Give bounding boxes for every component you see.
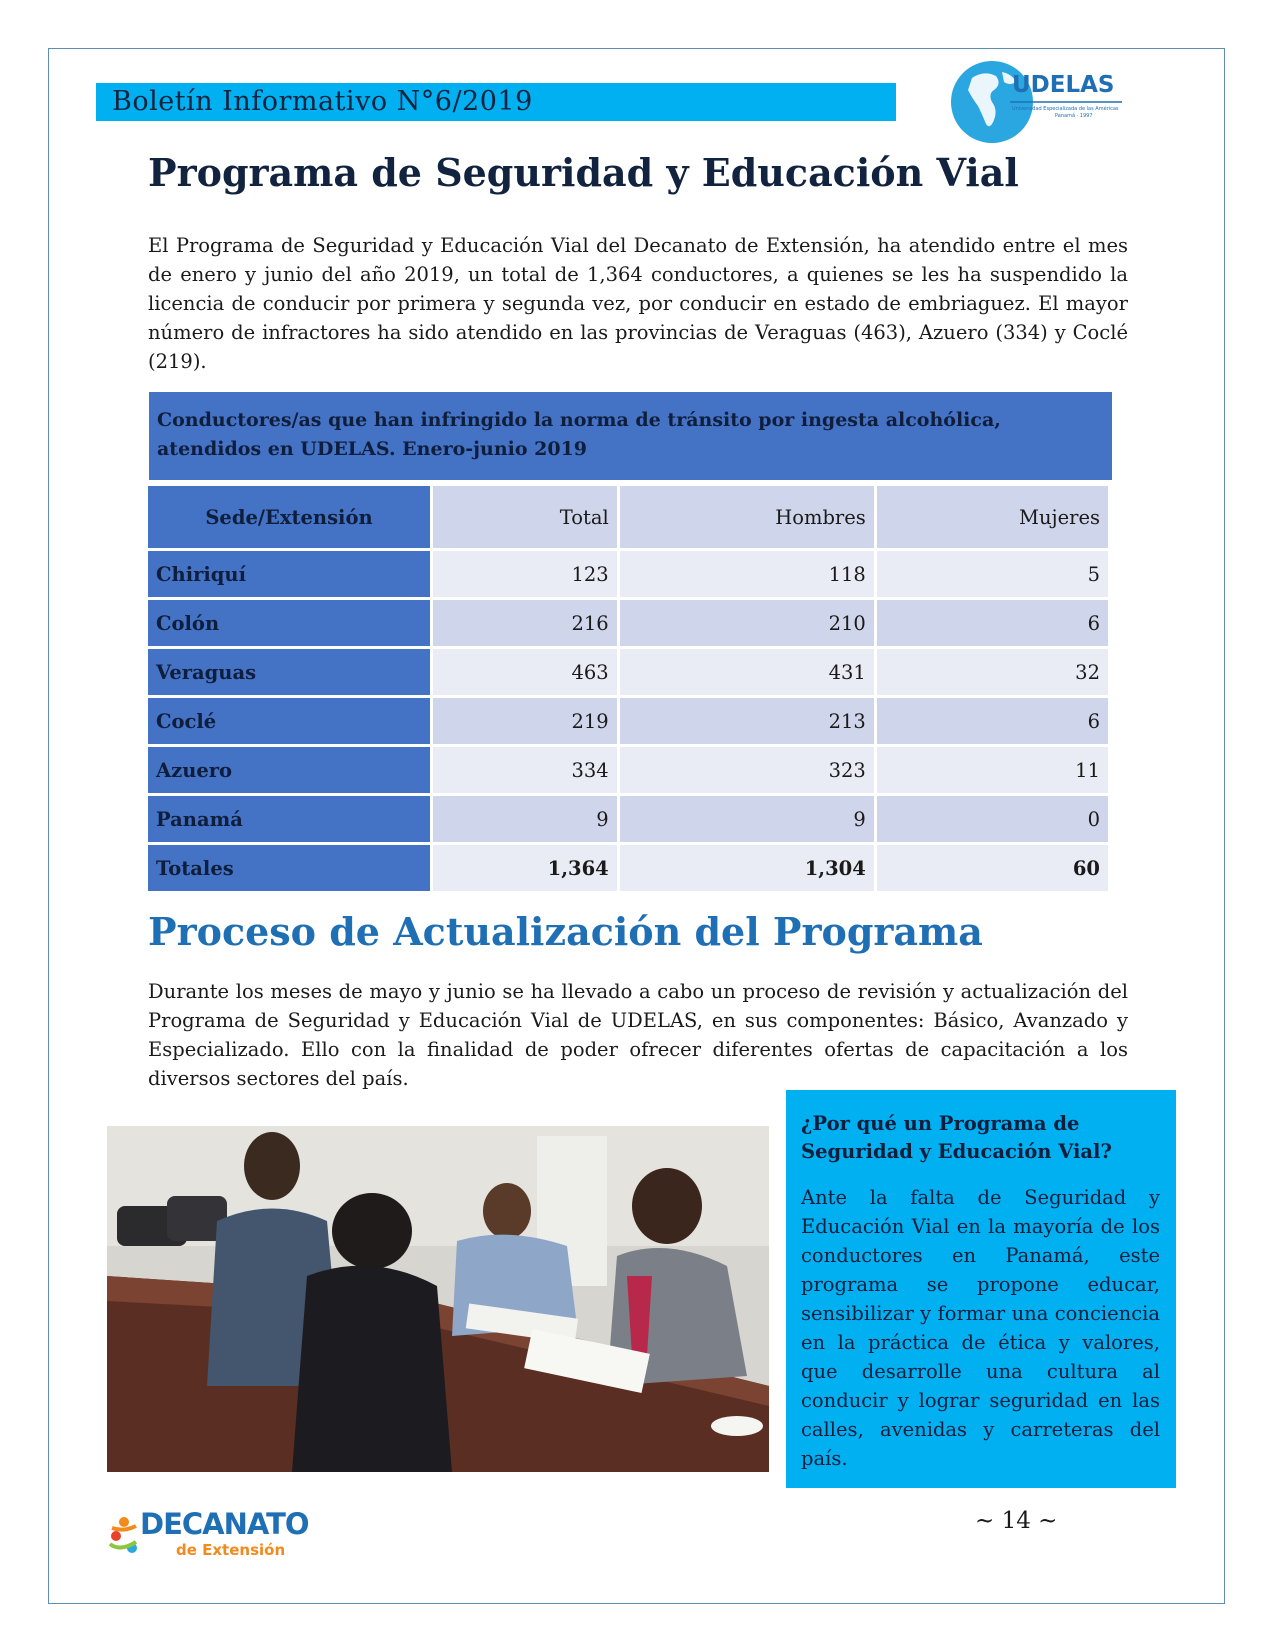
cell-total: 219 bbox=[433, 698, 617, 744]
udelas-logo-subtitle: Universidad Especializada de las Américas bbox=[1012, 106, 1119, 112]
cell-mujeres: 0 bbox=[877, 796, 1108, 842]
cell-total: 123 bbox=[433, 551, 617, 597]
intro-paragraph: El Programa de Seguridad y Educación Vial del Decanato de Extensión, ha atendido entre el mes de enero y junio del año 2019, un total de 1,364 conductores, a quienes se les ha suspendido la licencia de conducir por primera y segunda vez, por conducir en estado de embriaguez. El mayor número de infractores ha sido atendido en las provincias de Veraguas (463), Azuero (334) y Coclé (219). bbox=[148, 234, 1128, 373]
cell-hombres: 118 bbox=[620, 551, 874, 597]
cell-hombres-sum: 1,304 bbox=[620, 845, 874, 891]
table-title: Conductores/as que han infringido la norma de tránsito por ingesta alcohólica, atendidos en UDELAS. Enero-junio 2019 bbox=[149, 392, 1112, 480]
cell-hombres: 323 bbox=[620, 747, 874, 793]
cell-mujeres: 6 bbox=[877, 600, 1108, 646]
cell-total: 463 bbox=[433, 649, 617, 695]
page-number: ~ 14 ~ bbox=[975, 1508, 1058, 1534]
table-row bbox=[148, 796, 1108, 842]
cell-total-sum: 1,364 bbox=[433, 845, 617, 891]
info-sidebox bbox=[786, 1090, 1176, 1488]
cell-mujeres: 32 bbox=[877, 649, 1108, 695]
cell-mujeres: 11 bbox=[877, 747, 1108, 793]
table-row bbox=[148, 747, 1108, 793]
cell-totales-label: Totales bbox=[148, 845, 430, 891]
cell-sede: Veraguas bbox=[148, 649, 430, 695]
cell-hombres: 213 bbox=[620, 698, 874, 744]
cell-total: 334 bbox=[433, 747, 617, 793]
decanato-logo-text: DECANATO bbox=[140, 1507, 309, 1541]
bulletin-title: Boletín Informativo N°6/2019 bbox=[112, 86, 533, 117]
header-sede: Sede/Extensión bbox=[148, 486, 430, 548]
table-row bbox=[148, 698, 1108, 744]
table-row bbox=[148, 551, 1108, 597]
table-totals-row bbox=[148, 845, 1108, 891]
meeting-photo bbox=[107, 1126, 769, 1472]
proceso-paragraph: Durante los meses de mayo y junio se ha llevado a cabo un proceso de revisión y actualización del Programa de Seguridad y Educación Vial de UDELAS, en sus componentes: Básico, Avanzado y Especializado. Ello con la finalidad de poder ofrecer diferentes ofertas de capacitación a los diversos sectores del país. bbox=[148, 980, 1128, 1090]
header-total: Total bbox=[433, 486, 617, 548]
cell-total: 216 bbox=[433, 600, 617, 646]
cell-hombres: 431 bbox=[620, 649, 874, 695]
cell-sede: Azuero bbox=[148, 747, 430, 793]
udelas-logo-subtitle-2: Panamá · 1997 bbox=[1055, 113, 1093, 119]
cell-sede: Panamá bbox=[148, 796, 430, 842]
cell-sede: Chiriquí bbox=[148, 551, 430, 597]
sidebox-title: ¿Por qué un Programa de Seguridad y Educación Vial? bbox=[801, 1112, 1112, 1163]
decanato-logo-subtext: de Extensión bbox=[176, 1541, 286, 1559]
cell-mujeres: 5 bbox=[877, 551, 1108, 597]
section-title-proceso: Proceso de Actualización del Programa bbox=[148, 909, 983, 954]
cell-hombres: 210 bbox=[620, 600, 874, 646]
header-hombres: Hombres bbox=[620, 486, 874, 548]
table-row bbox=[148, 649, 1108, 695]
cell-sede: Coclé bbox=[148, 698, 430, 744]
udelas-logo-text: UDELAS bbox=[1012, 72, 1115, 98]
cell-total: 9 bbox=[433, 796, 617, 842]
header-mujeres: Mujeres bbox=[877, 486, 1108, 548]
sidebox-body: Ante la falta de Seguridad y Educación Vial en la mayoría de los conductores en Panamá, este programa se propone educar, sensibilizar y formar una conciencia en la práctica de ética y valores, que desarrolle una cultura al conducir y lograr seguridad en las calles, avenidas y carreteras del país. bbox=[801, 1186, 1160, 1470]
cell-hombres: 9 bbox=[620, 796, 874, 842]
section-title-programa: Programa de Seguridad y Educación Vial bbox=[148, 150, 1019, 195]
conductores-table bbox=[145, 483, 1111, 894]
table-header-row bbox=[148, 486, 1108, 548]
table-row bbox=[148, 600, 1108, 646]
cell-sede: Colón bbox=[148, 600, 430, 646]
cell-mujeres-sum: 60 bbox=[877, 845, 1108, 891]
cell-mujeres: 6 bbox=[877, 698, 1108, 744]
